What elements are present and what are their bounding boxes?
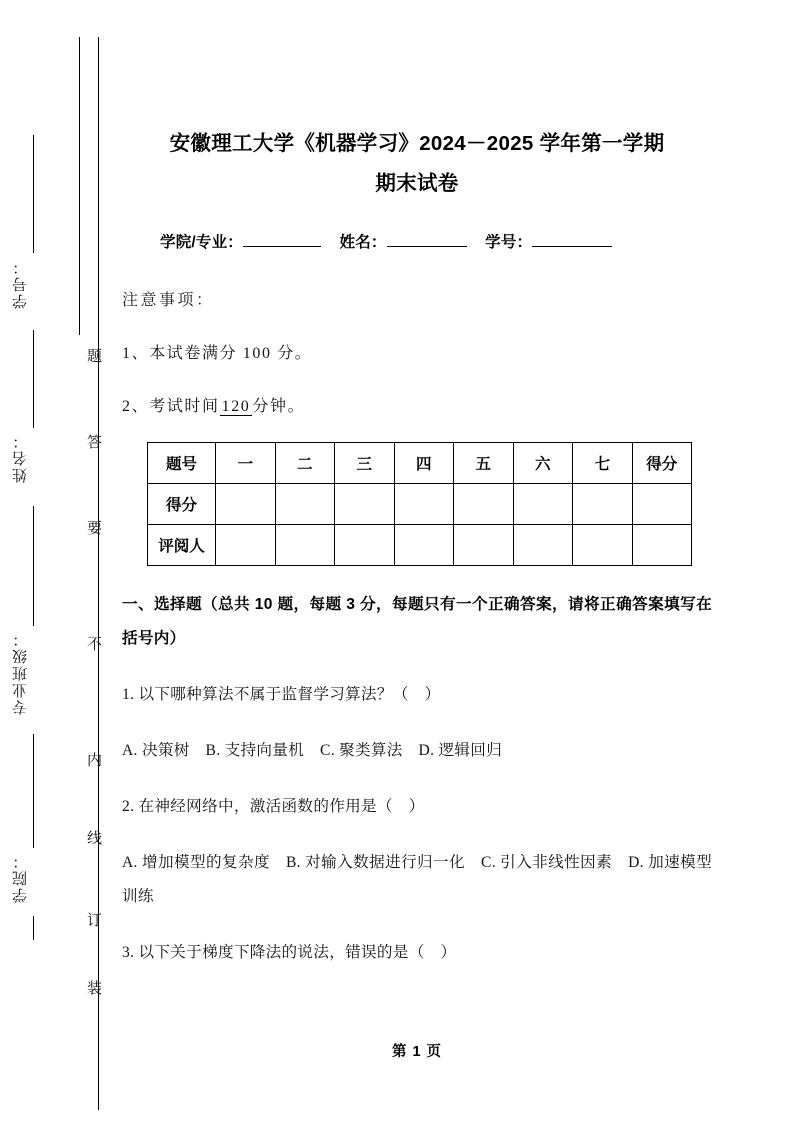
note-item-2-suffix: 分钟。 (252, 398, 306, 415)
seal-segment-4 (33, 506, 34, 626)
question-2-stem: 2. 在神经网络中，激活函数的作用是（ ） (122, 798, 425, 815)
score-header-cell-4: 四 (394, 443, 454, 484)
seal-segment-2 (33, 135, 34, 253)
seal-char-xian: 线 (85, 830, 101, 846)
seal-inner-column (60, 0, 100, 1122)
seal-char-zhuang: 装 (85, 980, 101, 996)
question-1-options: A. 决策树 B. 支持向量机 C. 聚类算法 D. 逻辑回归 (122, 742, 503, 759)
grader-row-label: 评阅人 (148, 525, 216, 566)
score-cell[interactable] (335, 484, 395, 525)
seal-segment-3 (33, 330, 34, 428)
grader-cell[interactable] (216, 525, 276, 566)
question-3-stem: 3. 以下关于梯度下降法的说法，错误的是（ ） (122, 944, 457, 961)
score-header-cell-2: 二 (275, 443, 335, 484)
student-info-line (122, 230, 712, 252)
score-table-row-score (148, 484, 692, 525)
seal-label-class: 专业班级： (13, 630, 29, 715)
exam-duration-value: 120 (221, 398, 251, 415)
score-header-cell-1: 一 (216, 443, 276, 484)
note-item-2 (122, 393, 712, 416)
seal-char-ding: 订 (85, 912, 101, 928)
score-cell[interactable] (573, 484, 633, 525)
page-title-line1: 安徽理工大学《机器学习》2024－2025 学年第一学期 (169, 132, 665, 155)
seal-segment-5 (33, 734, 34, 848)
student-id-label: 学号： (485, 234, 533, 251)
score-cell[interactable] (632, 484, 692, 525)
score-header-cell-5: 五 (454, 443, 514, 484)
grader-cell[interactable] (454, 525, 514, 566)
score-cell[interactable] (454, 484, 514, 525)
score-cell[interactable] (216, 484, 276, 525)
page-footer: 第 1 页 (391, 1044, 443, 1060)
seal-char-nei: 内 (85, 752, 101, 768)
grader-cell[interactable] (632, 525, 692, 566)
note-item-1: 1、本试卷满分 100 分。 (122, 345, 313, 362)
seal-label-name: 姓名： (13, 432, 29, 483)
dept-input-blank[interactable] (243, 246, 321, 247)
student-id-input-blank[interactable] (532, 246, 612, 247)
note-item-2-prefix: 2、考试时间 (122, 398, 220, 415)
grader-cell[interactable] (394, 525, 454, 566)
score-table (147, 442, 692, 566)
seal-char-da: 答 (85, 434, 101, 450)
question-2-options: A. 增加模型的复杂度 B. 对输入数据进行归一化 C. 引入非线性因素 D. 加速模型训练 (122, 854, 712, 905)
dept-label: 学院/专业： (160, 234, 244, 251)
seal-segment-1 (79, 37, 80, 335)
seal-char-yao: 要 (85, 520, 101, 536)
notes-heading: 注意事项： (122, 292, 215, 309)
question-1-stem: 1. 以下哪种算法不属于监督学习算法？（ ） (122, 686, 441, 703)
score-table-row-grader (148, 525, 692, 566)
seal-label-student-id: 学号： (13, 258, 29, 309)
score-header-cell-6: 六 (513, 443, 573, 484)
exam-content (122, 0, 712, 970)
name-label: 姓名： (339, 234, 387, 251)
score-header-cell-0: 题号 (148, 443, 216, 484)
section-heading-multiple-choice: 一、选择题（总共 10 题，每题 3 分，每题只有一个正确答案，请将正确答案填写在括号内） (122, 596, 712, 647)
grader-cell[interactable] (275, 525, 335, 566)
seal-segment-6 (33, 916, 34, 940)
score-header-cell-8: 得分 (632, 443, 692, 484)
score-cell[interactable] (394, 484, 454, 525)
seal-label-college: 学院： (13, 852, 29, 903)
seal-outer-column (14, 0, 54, 1122)
grader-cell[interactable] (335, 525, 395, 566)
page-title-line2: 期末试卷 (375, 172, 459, 195)
seal-char-bu: 不 (85, 636, 101, 652)
score-cell[interactable] (275, 484, 335, 525)
score-cell[interactable] (513, 484, 573, 525)
score-table-header-row (148, 443, 692, 484)
score-header-cell-3: 三 (335, 443, 395, 484)
seal-char-ti: 题 (85, 348, 101, 364)
score-row-label: 得分 (148, 484, 216, 525)
name-input-blank[interactable] (387, 246, 467, 247)
grader-cell[interactable] (573, 525, 633, 566)
grader-cell[interactable] (513, 525, 573, 566)
score-header-cell-7: 七 (573, 443, 633, 484)
